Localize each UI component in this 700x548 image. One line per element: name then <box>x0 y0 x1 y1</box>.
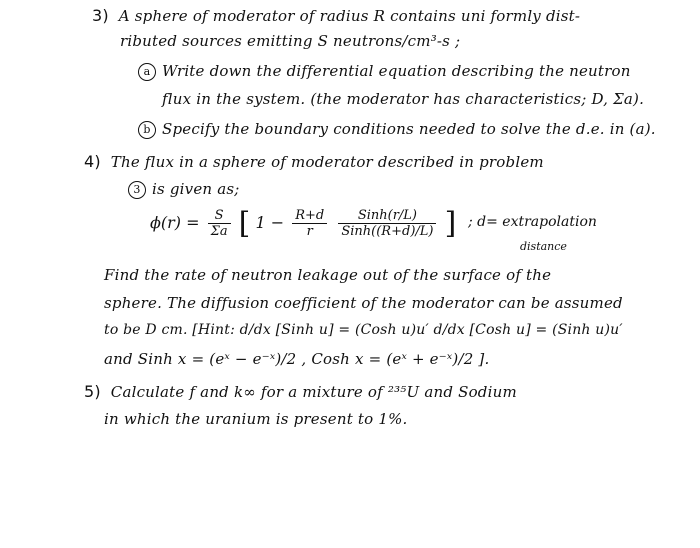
problem-3a-line-2: flux in the system. (the moderator has characteristics; D, Σa). <box>162 90 645 108</box>
problem-4-number: 4) <box>84 152 101 171</box>
eq-coef-den: Σa <box>210 224 228 239</box>
problem-4-text-2: is given as; <box>152 180 240 198</box>
problem-3a-line-1 <box>138 62 631 81</box>
problem-ref-marker: 3 <box>128 181 146 199</box>
part-a-marker: a <box>138 63 156 81</box>
extrapolation-note: ; d= extrapolation <box>468 214 597 230</box>
problem-5-number: 5) <box>84 382 101 401</box>
eq-coef-fraction <box>208 208 231 239</box>
flux-equation <box>150 206 456 241</box>
problem-3b-line <box>138 120 656 139</box>
problem-5-line-1 <box>84 382 517 401</box>
eq-coef-num: S <box>208 208 231 224</box>
extrapolation-note-2: distance <box>520 240 567 253</box>
problem-4-line-1 <box>84 152 544 171</box>
problem-5-text-1: Calculate f and k∞ for a mixture of ²³⁵U and Sodium <box>110 383 517 401</box>
problem-3-line-1 <box>92 6 580 25</box>
problem-4-line-2 <box>128 180 240 199</box>
problem-3-number: 3) <box>92 6 109 25</box>
eq-sinh-num: Sinh(r/L) <box>338 208 436 224</box>
eq-rd-den: r <box>306 224 313 239</box>
problem-3b-text: Specify the boundary conditions needed to solve the d.e. in (a). <box>162 120 656 138</box>
eq-one-minus: 1 − <box>255 213 285 232</box>
part-b-marker: b <box>138 121 156 139</box>
problem-4-line-3: Find the rate of neutron leakage out of the surface of the <box>104 266 552 284</box>
problem-4-text-1: The flux in a sphere of moderator described in problem <box>110 153 544 171</box>
problem-4-line-5: to be D cm. [Hint: d/dx [Sinh u] = (Cosh u)u′ d/dx [Cosh u] = (Sinh u)u′ <box>104 322 623 338</box>
problem-4-line-6: and Sinh x = (eˣ − e⁻ˣ)/2 , Cosh x = (eˣ + e⁻ˣ)/2 ]. <box>104 350 490 368</box>
eq-sinh-den: Sinh((R+d)/L) <box>341 224 434 239</box>
problem-3-text-1: A sphere of moderator of radius R contains uni formly dist- <box>118 7 581 25</box>
eq-close-bracket: ] <box>444 206 457 241</box>
eq-open-bracket: [ <box>238 206 251 241</box>
problem-4-line-4: sphere. The diffusion coefficient of the moderator can be assumed <box>104 294 623 312</box>
eq-sinh-fraction <box>338 208 436 239</box>
problem-3a-text-1: Write down the differential equation describing the neutron <box>162 62 631 80</box>
eq-rd-num: R+d <box>292 208 327 224</box>
eq-lhs: ϕ(r) = <box>150 213 200 232</box>
eq-rd-fraction <box>292 208 327 239</box>
problem-5-line-2: in which the uranium is present to 1%. <box>104 410 408 428</box>
problem-3-line-2: ributed sources emitting S neutrons/cm³-s ; <box>120 32 461 50</box>
